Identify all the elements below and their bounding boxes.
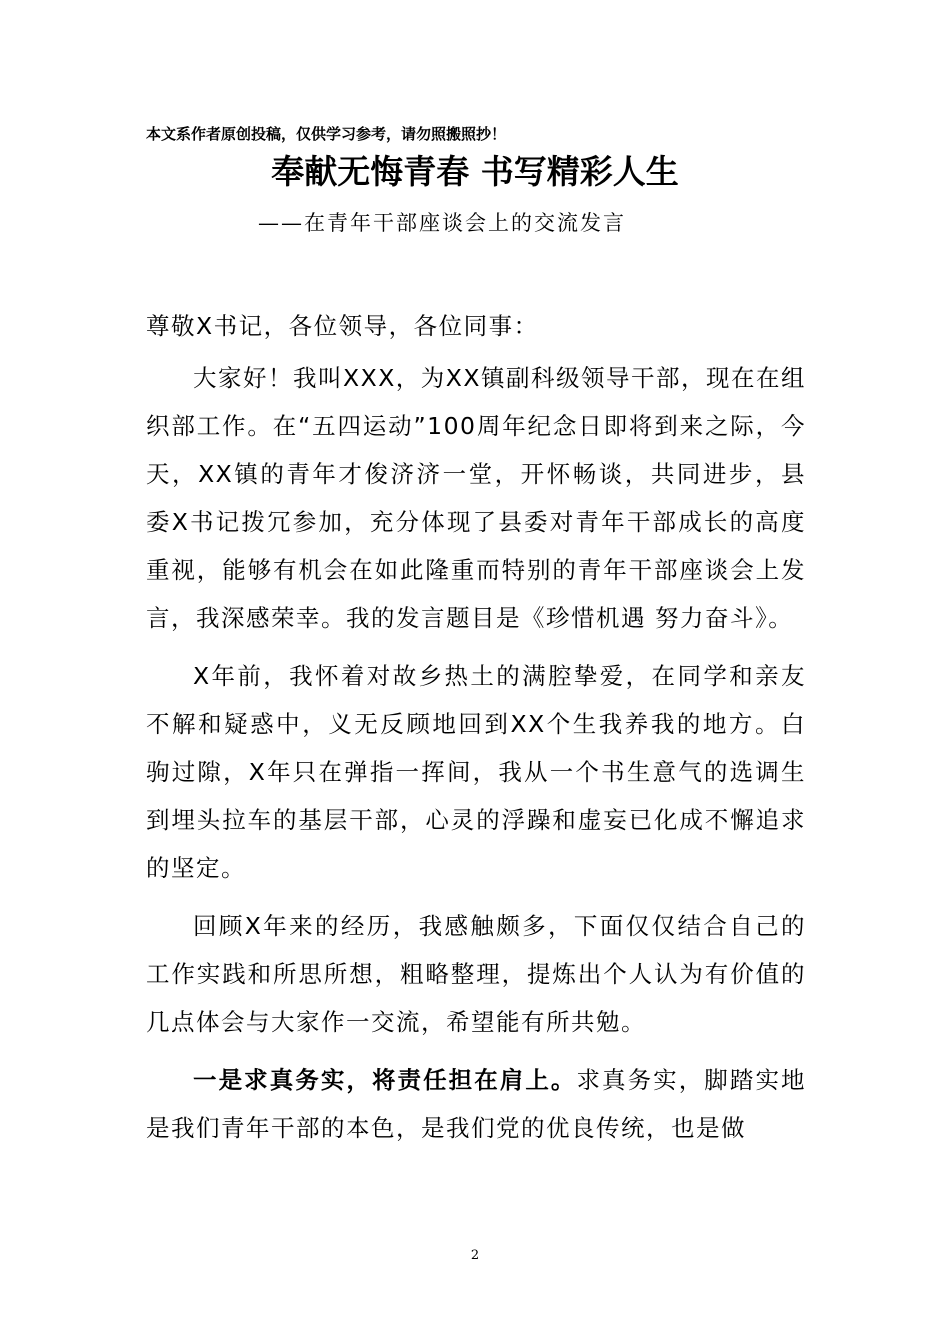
copyright-notice: 本文系作者原创投稿，仅供学习参考，请勿照搬照抄！ — [146, 125, 507, 143]
paragraph-point-one — [146, 1056, 806, 1152]
paragraph-reflection: 回顾X年来的经历，我感触颇多，下面仅仅结合自己的工作实践和所思所想，粗略整理，提炼出个人认为有价值的几点体会与大家作一交流，希望能有所共勉。 — [146, 912, 806, 1036]
paragraph-intro: 大家好！我叫XXX，为XX镇副科级领导干部，现在在组织部工作。在“五四运动”100周年纪念日即将到来之际，今天，XX镇的青年才俊济济一堂，开怀畅谈，共同进步，县委X书记拨冗参加，充分体现了县委对青年干部成长的高度重视，能够有机会在如此隆重而特别的青年干部座谈会上发言，我深感荣幸。我的发言题目是《珍惜机遇 努力奋斗》。 — [146, 364, 806, 632]
point-one-text: 求真务实，脚踏实地是我们青年干部的本色，是我们党的优良传统，也是做 — [146, 1066, 807, 1142]
paragraph-background: X年前，我怀着对故乡热土的满腔挚爱，在同学和亲友不解和疑惑中，义无反顾地回到XX个生我养我的地方。白驹过隙，X年只在弹指一挥间，我从一个书生意气的选调生到埋头拉车的基层干部，心灵的浮躁和虚妄已化成不懈追求的坚定。 — [146, 662, 806, 882]
speech-body — [146, 302, 806, 1162]
page-number: 2 — [470, 1248, 480, 1263]
speech-subtitle: ——在青年干部座谈会上的交流发言 — [258, 211, 626, 235]
point-one-heading: 一是求真务实，将责任担在肩上。 — [193, 1066, 577, 1094]
greeting: 尊敬X书记，各位领导，各位同事： — [146, 312, 539, 340]
speech-title: 奉献无悔青春 书写精彩人生 — [271, 152, 679, 191]
